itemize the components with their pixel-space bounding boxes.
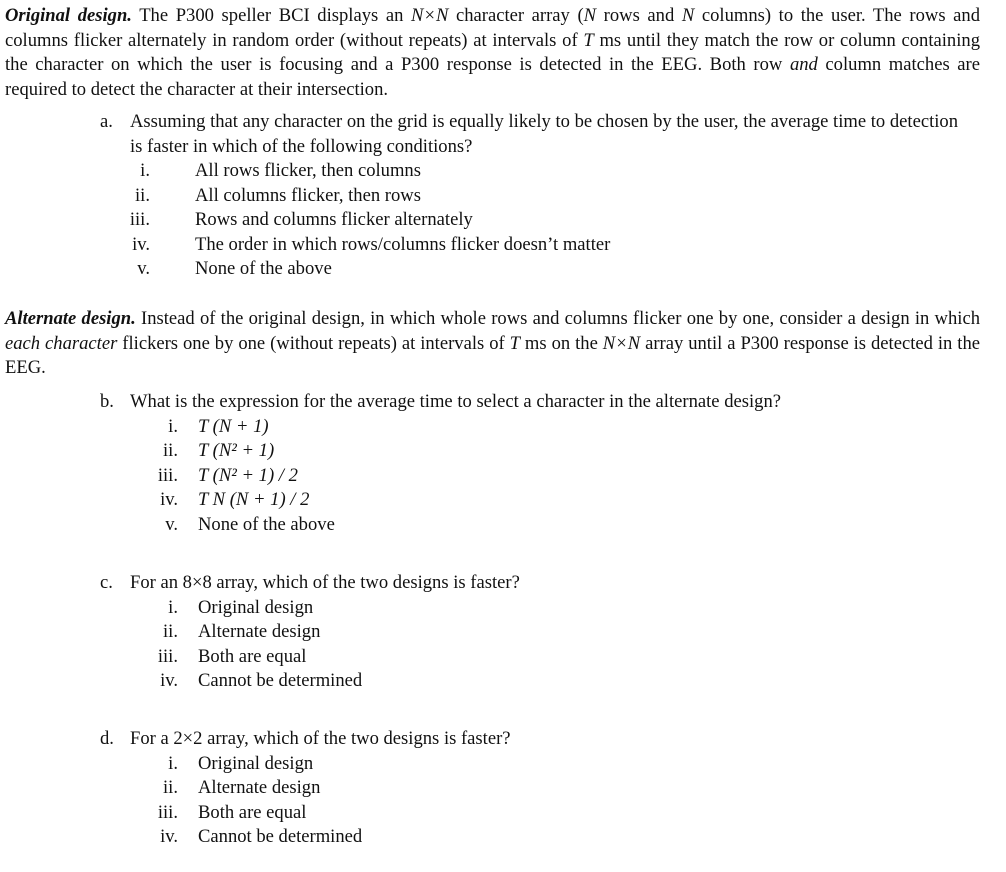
question-a-options [100,159,958,282]
option-item [100,825,900,850]
option-text: Alternate design [198,777,321,798]
option-number: iv. [160,826,178,847]
emphasis-each-character: each character [5,332,118,354]
question-a-prompt [100,110,958,159]
option-item [100,801,900,826]
paragraph-text: ms on the [519,332,603,354]
emphasis-and: and [789,54,818,75]
option-text: Rows and columns flicker alternately [195,209,473,230]
option-formula: T (N² + 1) [198,440,275,461]
option-text: All rows flicker, then columns [195,160,421,181]
option-number: i. [168,596,178,618]
option-number: ii. [163,621,178,642]
option-number: iii. [157,464,178,486]
math-n: N [681,5,695,26]
option-item [100,464,900,489]
option-number: iii. [129,209,150,230]
option-number: iv. [160,489,178,510]
option-item [100,208,958,233]
question-c [100,571,900,694]
paragraph-text: array until a P300 response is detected in the EEG. [5,332,980,378]
option-item [100,596,900,621]
option-item [100,488,900,513]
option-number: iv. [160,670,178,691]
option-item [100,669,900,694]
math-t: T [583,29,594,51]
option-number: ii. [163,440,178,461]
option-number: i. [140,160,150,181]
option-number: ii. [135,184,150,206]
question-text: What is the expression for the average time to select a character in the alternate design? [130,391,781,412]
paragraph-text: ms until they match the row or column containing the character on which the user is focusing and a P300 response is detected in the EEG. Both row [5,29,980,75]
question-d-options [100,752,900,850]
option-item [100,257,958,282]
option-formula: T N (N + 1) / 2 [198,489,310,510]
option-item [100,415,900,440]
question-letter: c. [100,572,113,593]
question-c-options [100,596,900,694]
question-b-prompt [100,390,900,415]
option-formula: T (N² + 1) / 2 [198,464,298,486]
option-number: iv. [132,233,150,255]
paragraph-text: column matches are required to detect the character at their intersection. [5,54,980,100]
option-text: Both are equal [198,801,307,823]
question-text: For an 8×8 array, which of the two designs is faster? [130,572,520,593]
paragraph-text: flickers one by one (without repeats) at intervals of [117,332,510,354]
question-a [100,110,958,282]
option-text: Alternate design [198,621,321,642]
question-letter: d. [100,728,114,749]
original-design-paragraph [5,4,980,102]
paragraph-text: rows and [596,5,682,26]
option-text: Original design [198,752,314,774]
option-number: v. [137,258,150,279]
option-formula: T (N + 1) [198,415,269,437]
option-item [100,159,958,184]
math-nxn: N×N [602,332,641,354]
alternate-design-paragraph [5,307,980,381]
option-text: All columns flicker, then rows [195,184,421,206]
question-text: Assuming that any character on the grid is equally likely to be chosen by the user, the average time to detection is faster in which of the following conditions? [130,111,958,157]
option-text: None of the above [195,258,332,279]
question-d [100,727,900,850]
option-item [100,439,900,464]
alternate-design-heading: Alternate design. [5,308,136,329]
question-letter: b. [100,391,114,412]
option-number: i. [168,415,178,437]
question-b-options [100,415,900,538]
option-item [100,752,900,777]
option-text: None of the above [198,513,335,535]
paragraph-text: The P300 speller BCI displays an [131,5,411,26]
paragraph-text: columns) to the user. The rows and columns flicker alternately in random order (without repeats) at intervals of [5,5,981,51]
option-text: Both are equal [198,645,307,667]
option-number: i. [168,752,178,774]
question-c-prompt [100,571,900,596]
paragraph-text: character array ( [448,5,584,26]
option-item [100,645,900,670]
option-text: Cannot be determined [198,670,363,691]
option-text: The order in which rows/columns flicker doesn’t matter [195,233,611,255]
option-item [100,776,900,801]
option-item [100,184,958,209]
original-design-heading: Original design. [5,5,132,26]
option-item [100,233,958,258]
option-item [100,513,900,538]
math-t: T [509,332,520,354]
question-b [100,390,900,537]
option-number: iii. [157,801,178,823]
option-text: Cannot be determined [198,826,363,847]
question-letter: a. [100,111,113,132]
option-text: Original design [198,596,314,618]
option-number: iii. [157,645,178,667]
question-text: For a 2×2 array, which of the two designs is faster? [130,728,511,749]
question-d-prompt [100,727,900,752]
option-number: ii. [163,777,178,798]
option-number: v. [165,513,178,535]
paragraph-text: Instead of the original design, in which whole rows and columns flicker one by one, consider a design in which [135,308,980,329]
math-n: N [583,5,597,26]
math-nxn: N×N [411,5,449,26]
option-item [100,620,900,645]
